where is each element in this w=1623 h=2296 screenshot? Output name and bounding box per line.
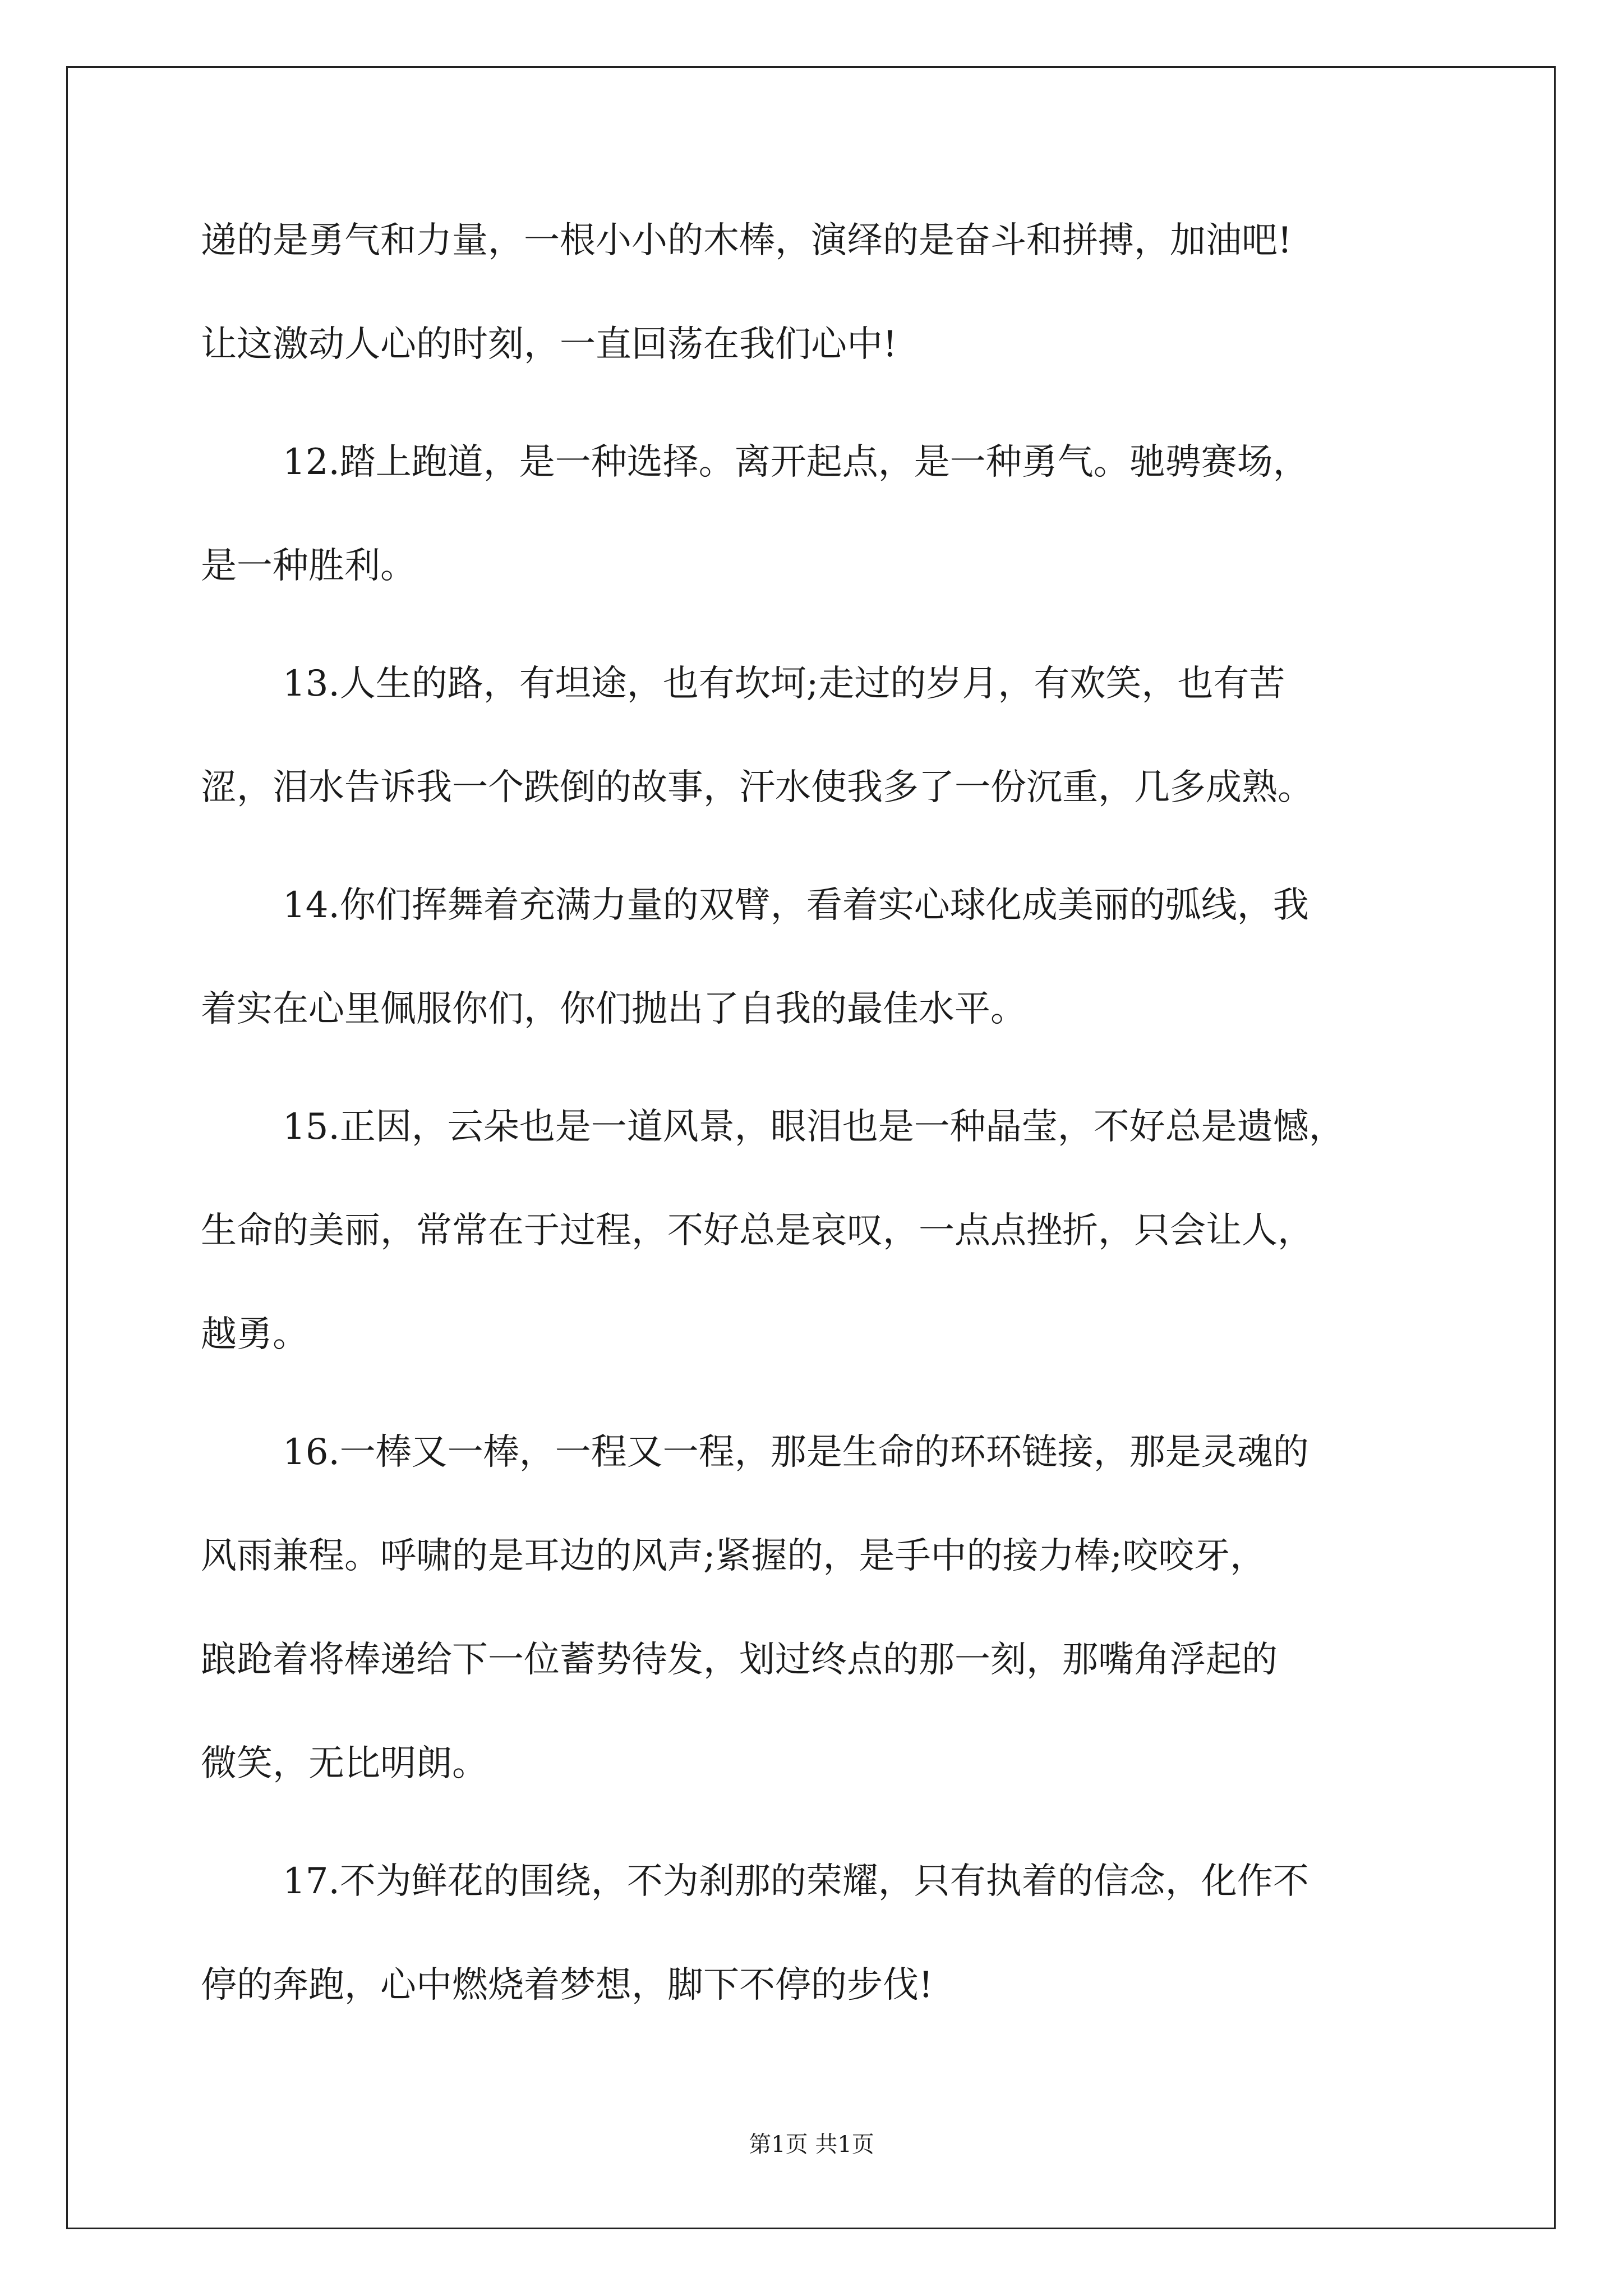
text-line: 停的奔跑，心中燃烧着梦想，脚下不停的步伐! [201, 1964, 933, 2006]
text-line: 越勇。 [201, 1314, 308, 1355]
page-number-footer: 第1页 共1页 [749, 2132, 874, 2157]
paragraph-start-12: 12.踏上跑道，是一种选择。离开起点，是一种勇气。驰骋赛场， [283, 441, 1309, 483]
paragraph-start-15: 15.正因，云朵也是一道风景，眼泪也是一种晶莹，不好总是遗憾， [283, 1106, 1345, 1148]
text-line: 是一种胜利。 [201, 545, 416, 587]
text-line: 踉跄着将棒递给下一位蓄势待发，划过终点的那一刻，那嘴角浮起的 [201, 1639, 1278, 1681]
text-line: 风雨兼程。呼啸的是耳边的风声;紧握的，是手中的接力棒;咬咬牙， [201, 1535, 1266, 1577]
paragraph-start-16: 16.一棒又一棒，一程又一程，那是生命的环环链接，那是灵魂的 [283, 1432, 1309, 1473]
paragraph-start-14: 14.你们挥舞着充满力量的双臂，看着实心球化成美丽的弧线，我 [283, 885, 1309, 926]
text-line: 生命的美丽，常常在于过程，不好总是哀叹，一点点挫折，只会让人， [201, 1210, 1313, 1251]
paragraph-start-17: 17.不为鲜花的围绕，不为刹那的荣耀，只有执着的信念，化作不 [283, 1861, 1309, 1902]
text-line: 着实在心里佩服你们，你们抛出了自我的最佳水平。 [201, 988, 1026, 1030]
text-line: 涩，泪水告诉我一个跌倒的故事，汗水使我多了一份沉重，几多成熟。 [201, 767, 1313, 808]
text-line: 微笑，无比明朗。 [201, 1743, 488, 1784]
text-line: 让这激动人心的时刻，一直回荡在我们心中! [201, 324, 897, 365]
paragraph-start-13: 13.人生的路，有坦途，也有坎坷;走过的岁月，有欢笑，也有苦 [283, 663, 1285, 705]
text-line: 递的是勇气和力量，一根小小的木棒，演绎的是奋斗和拼搏，加油吧! [201, 220, 1292, 261]
